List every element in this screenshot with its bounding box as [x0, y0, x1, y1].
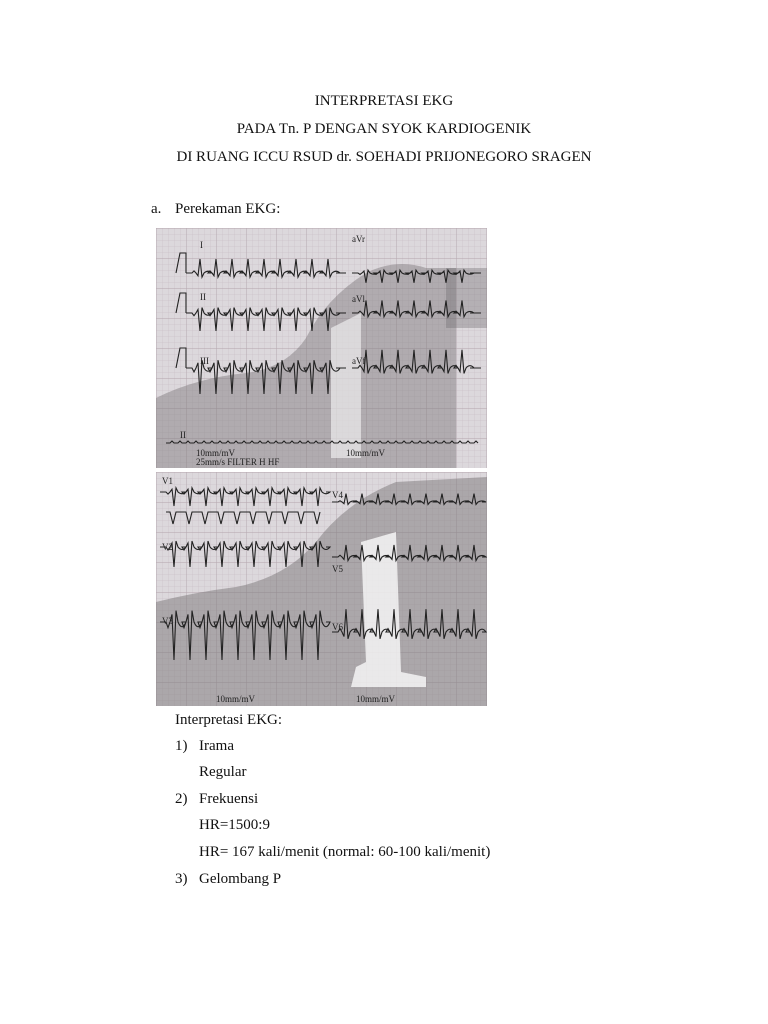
lead-label: III — [200, 356, 209, 366]
ekg-photo-chest-leads — [156, 472, 487, 706]
item-label-irama: Irama — [199, 738, 234, 754]
ekg-photo-limb-leads — [156, 228, 487, 468]
item-detail: HR=1500:9 — [199, 817, 270, 833]
item-label-gelombang-p: Gelombang P — [199, 871, 282, 887]
document-subtitle: PADA Tn. P DENGAN SYOK KARDIOGENIK — [236, 121, 532, 137]
lead-label: II — [180, 430, 186, 440]
ekg-trace-1 — [156, 228, 487, 468]
section-marker: a. — [151, 201, 162, 217]
lead-label: aVf — [352, 356, 366, 366]
lead-label: V6 — [332, 622, 343, 632]
lead-label: II — [200, 292, 206, 302]
interpretation-heading: Interpretasi EKG: — [175, 712, 283, 728]
item-detail: Regular — [199, 764, 247, 780]
item-label-frekuensi: Frekuensi — [199, 791, 259, 807]
ekg-caption: 10mm/mV — [196, 448, 236, 458]
lead-label: V5 — [332, 564, 343, 574]
section-label: Perekaman EKG: — [175, 201, 281, 217]
ekg-caption: 10mm/mV — [356, 694, 396, 704]
ekg-caption: 10mm/mV — [346, 448, 386, 458]
item-number: 2) — [175, 791, 188, 807]
ekg-caption: 10mm/mV — [216, 694, 256, 704]
lead-label: V1 — [162, 476, 173, 486]
ekg-caption: 25mm/s FILTER H HF — [196, 457, 280, 467]
lead-label: V4 — [332, 490, 343, 500]
ekg-trace-2 — [156, 472, 487, 706]
item-number: 1) — [175, 738, 188, 754]
lead-label: I — [200, 240, 203, 250]
document-title: INTERPRETASI EKG — [314, 93, 454, 109]
item-number: 3) — [175, 871, 188, 887]
lead-label: V3 — [162, 616, 173, 626]
lead-label: V2 — [162, 542, 173, 552]
item-detail: HR= 167 kali/menit (normal: 60-100 kali/menit) — [199, 844, 491, 860]
document-location: DI RUANG ICCU RSUD dr. SOEHADI PRIJONEGORO SRAGEN — [176, 149, 592, 165]
lead-label: aVl — [352, 294, 365, 304]
lead-label: aVr — [352, 234, 365, 244]
